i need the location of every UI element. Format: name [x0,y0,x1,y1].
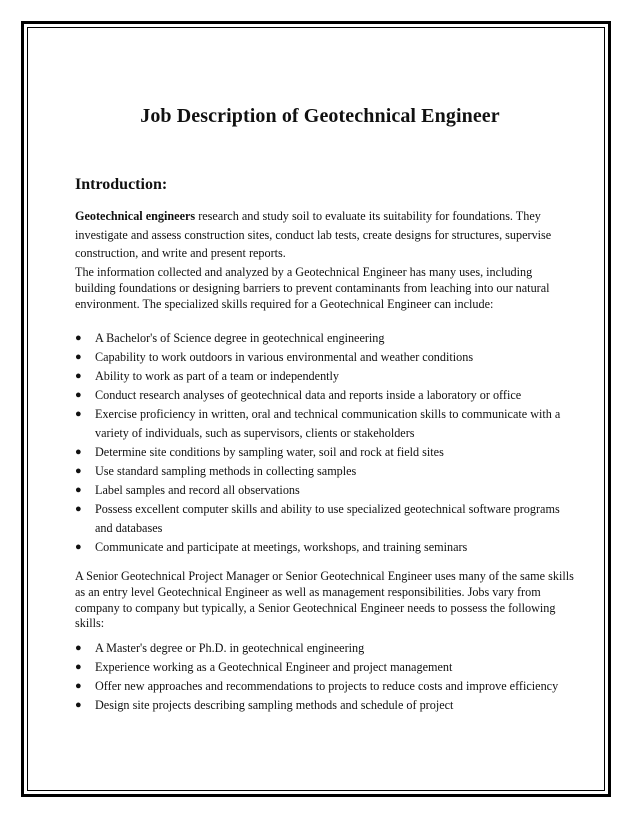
intro-paragraph [75,207,575,263]
intro-text: research and study soil to evaluate its suitability for foundations. They investigate and assess construction sites, conduct lab tests, create designs for structures, supervise construction, and write and present reports. [75,209,552,260]
list-item: ● Offer new approaches and recommendations to projects to reduce costs and improve efficiency [75,677,575,696]
list-item: ● Exercise proficiency in written, oral and technical communication skills to communicate with a variety of individuals, such as supervisors, clients or stakeholders [75,407,561,440]
bullet-icon: ● [75,446,82,458]
list-item: ● Ability to work as part of a team or independently [75,367,575,386]
bullet-icon: ● [75,351,82,363]
list-item: ● A Master's degree or Ph.D. in geotechnical engineering [75,639,575,658]
bullet-icon: ● [75,680,82,692]
bullet-icon: ● [75,541,82,553]
list-item: ● Capability to work outdoors in various environmental and weather conditions [75,348,575,367]
document-title: Job Description of Geotechnical Engineer [140,105,500,127]
bullet-icon: ● [75,699,82,711]
bullet-icon: ● [75,661,82,673]
list-item: ● Communicate and participate at meetings, workshops, and training seminars [75,538,575,557]
list-item: ● Possess excellent computer skills and ability to use specialized geotechnical software programs and databases [75,502,560,535]
list-item: ● Experience working as a Geotechnical Engineer and project management [75,658,575,677]
bullet-icon: ● [75,389,82,401]
list-item: ● Conduct research analyses of geotechnical data and reports inside a laboratory or office [75,386,575,405]
bullet-icon: ● [75,408,82,420]
bullet-icon: ● [75,332,82,344]
bullet-icon: ● [75,370,82,382]
skills-intro-paragraph: The information collected and analyzed by a Geotechnical Engineer has many uses, including building foundations or designing barriers to prevent contaminants from leaching into our natural environment. The specialized skills required for a Geotechnical Engineer can include: [75,265,550,311]
senior-skills-paragraph: A Senior Geotechnical Project Manager or Senior Geotechnical Engineer uses many of the same skills as an entry level Geotechnical Engineer as well as management responsibilities. Jobs vary from company to company but typically, a Senior Geotechnical Engineer needs to possess the following skills: [75,569,574,631]
bullet-icon: ● [75,465,82,477]
list-item: ● Use standard sampling methods in collecting samples [75,462,575,481]
senior-skills-list [75,639,575,715]
list-item: ● Label samples and record all observations [75,481,575,500]
list-item: ● A Bachelor's of Science degree in geotechnical engineering [75,329,575,348]
skills-list [75,329,575,557]
section-heading-introduction: Introduction: [75,176,168,193]
bullet-icon: ● [75,484,82,496]
bullet-icon: ● [75,503,82,515]
list-item: ● Design site projects describing sampling methods and schedule of project [75,696,575,715]
list-item: ● Determine site conditions by sampling water, soil and rock at field sites [75,443,575,462]
bullet-icon: ● [75,642,82,654]
intro-bold-term: Geotechnical engineers [75,209,196,223]
